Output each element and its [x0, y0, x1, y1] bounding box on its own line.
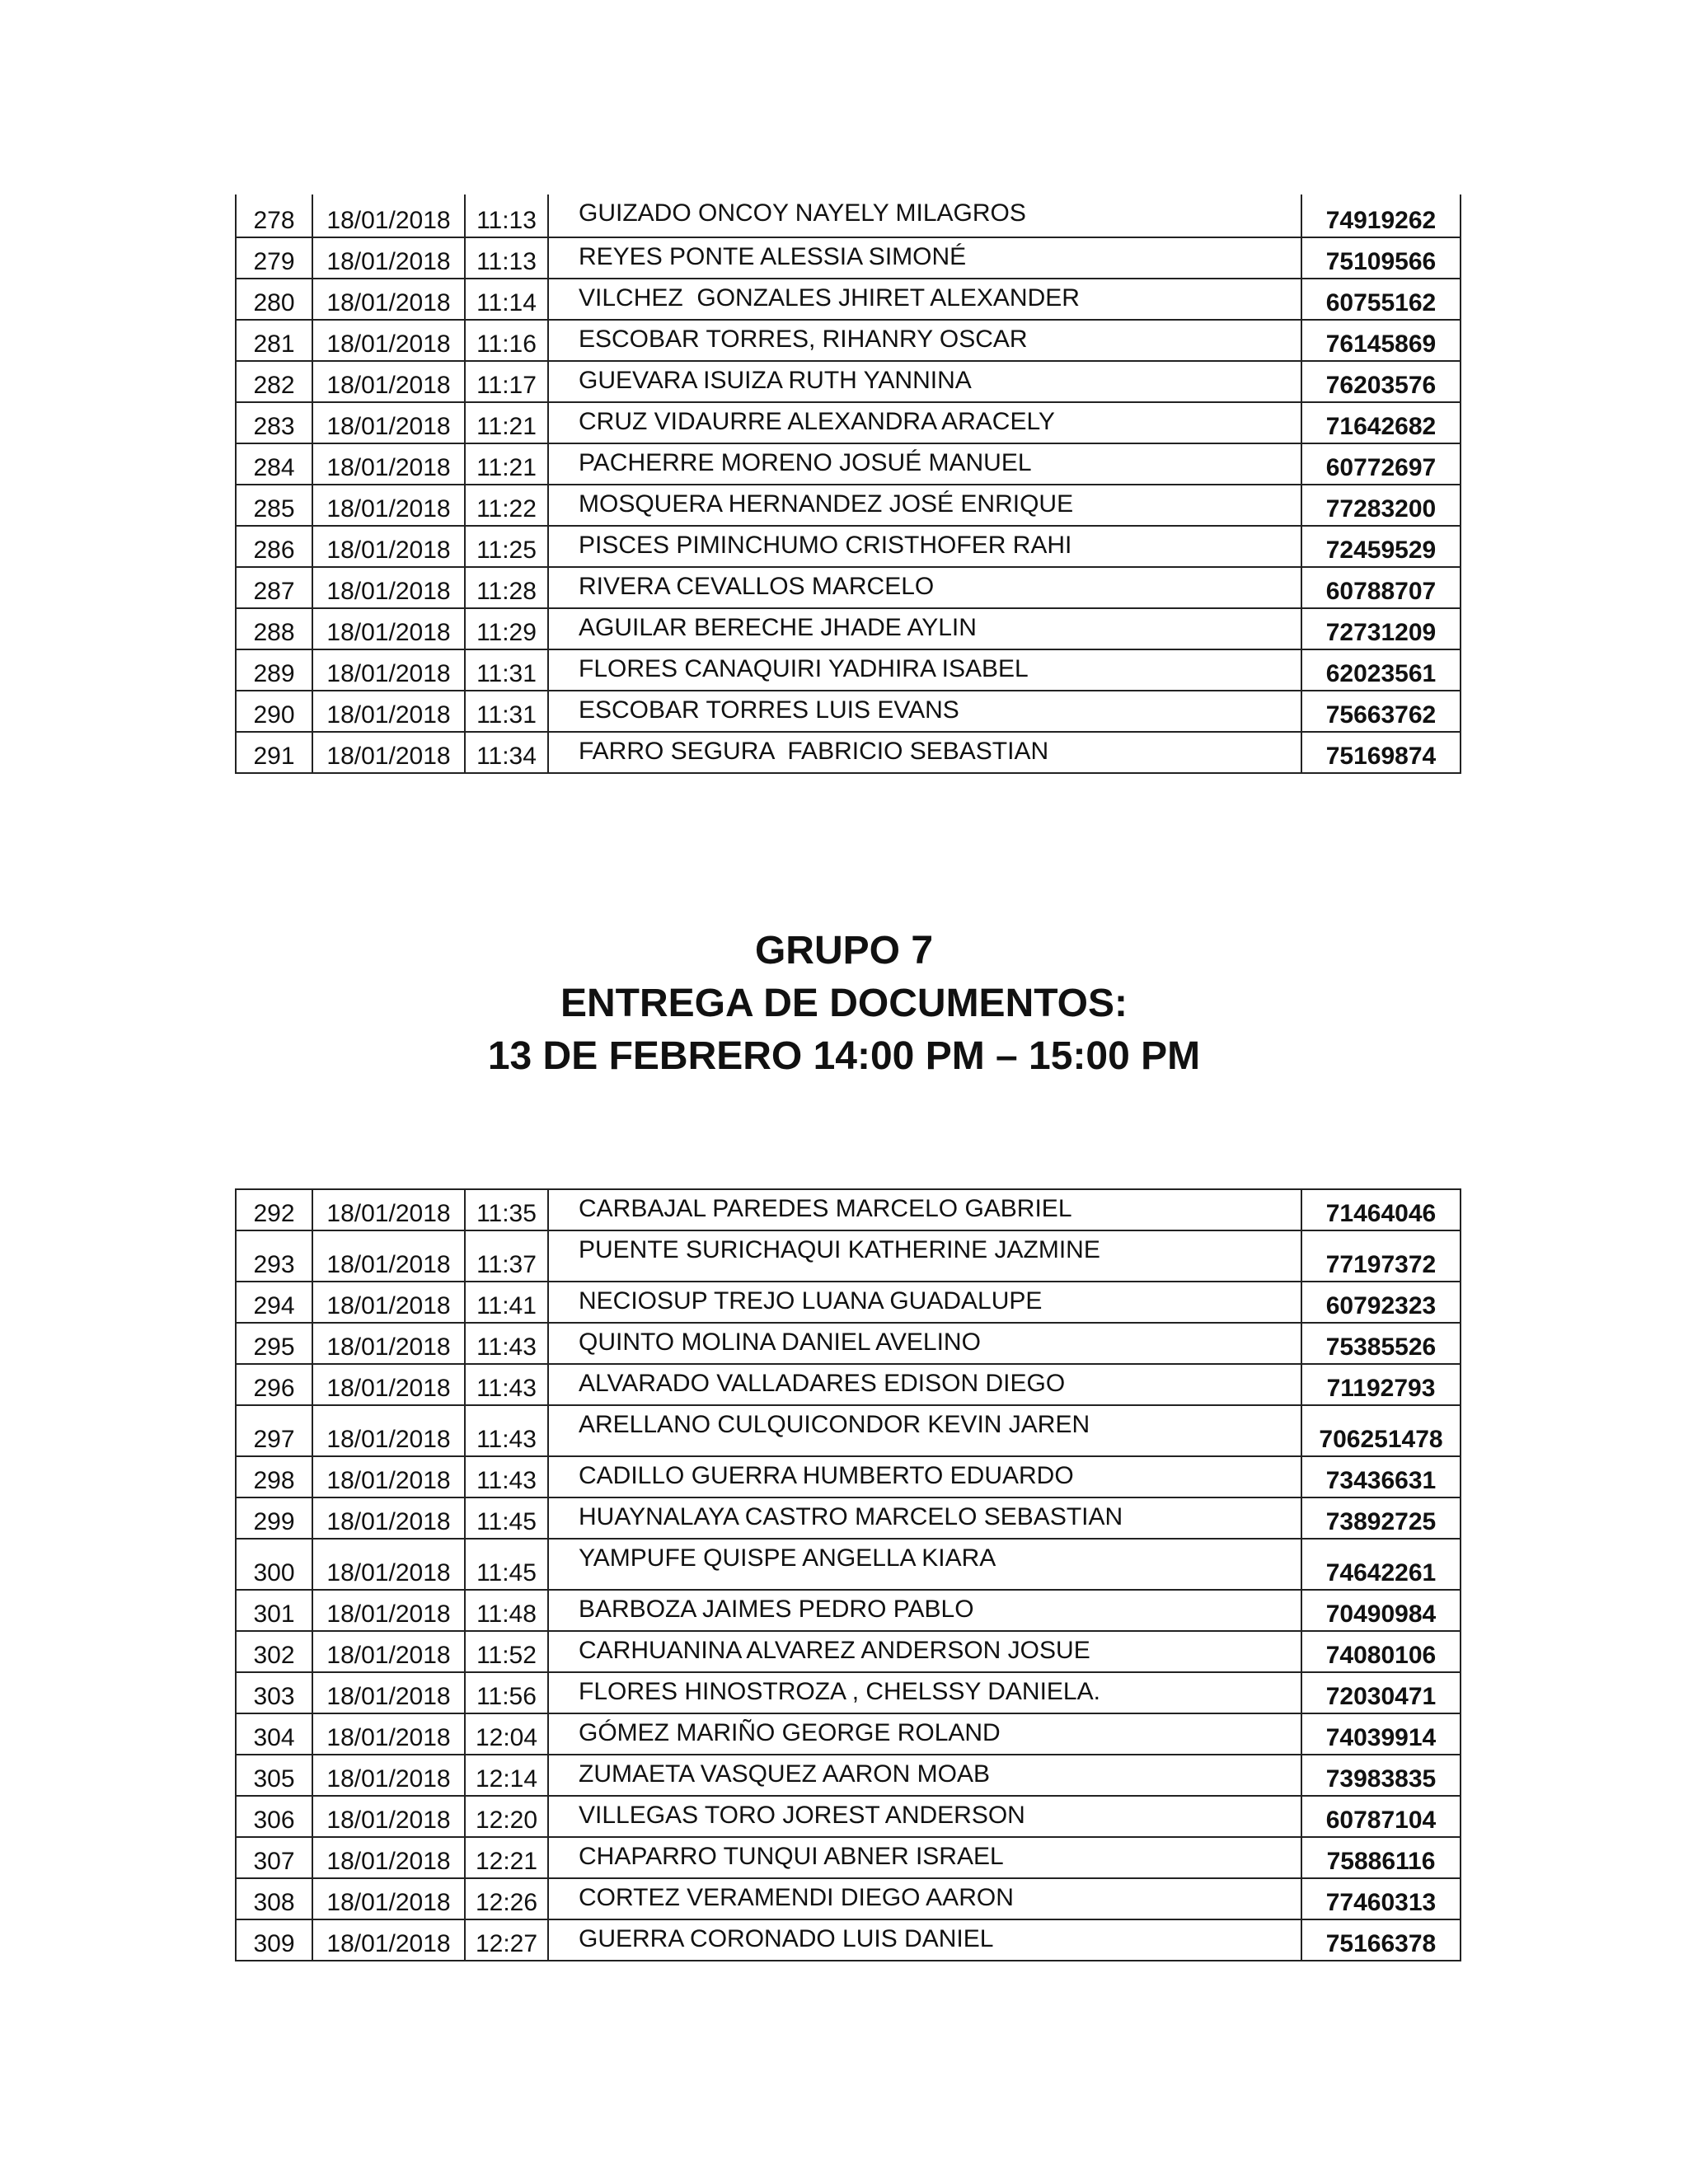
row-date: 18/01/2018: [312, 279, 465, 320]
row-date: 18/01/2018: [312, 320, 465, 361]
row-student-name: FLORES CANAQUIRI YADHIRA ISABEL: [548, 649, 1301, 691]
row-dni: 72459529: [1301, 526, 1461, 567]
row-time: 11:31: [465, 691, 548, 732]
group-subtitle: ENTREGA DE DOCUMENTOS:: [560, 982, 1128, 1025]
row-dni: 74039914: [1301, 1713, 1461, 1755]
row-date: 18/01/2018: [312, 1796, 465, 1837]
row-number: 291: [236, 732, 312, 773]
row-dni: 77197372: [1301, 1230, 1461, 1282]
row-date: 18/01/2018: [312, 443, 465, 485]
table-row: [236, 1713, 1461, 1755]
row-number: 309: [236, 1919, 312, 1961]
row-time: 12:26: [465, 1878, 548, 1919]
row-number: 287: [236, 567, 312, 608]
row-date: 18/01/2018: [312, 608, 465, 649]
row-dni: 71642682: [1301, 402, 1461, 443]
row-time: 11:52: [465, 1631, 548, 1672]
table-row: [236, 1755, 1461, 1796]
table-row: [236, 1539, 1461, 1590]
table-row: [236, 443, 1461, 485]
row-dni: 73892725: [1301, 1497, 1461, 1539]
row-date: 18/01/2018: [312, 485, 465, 526]
table-row: [236, 1497, 1461, 1539]
row-number: 286: [236, 526, 312, 567]
row-date: 18/01/2018: [312, 1631, 465, 1672]
row-time: 12:20: [465, 1796, 548, 1837]
row-student-name: ZUMAETA VASQUEZ AARON MOAB: [548, 1755, 1301, 1796]
table-row: [236, 691, 1461, 732]
row-student-name: GUEVARA ISUIZA RUTH YANNINA: [548, 361, 1301, 402]
row-time: 11:43: [465, 1405, 548, 1456]
row-student-name: CARBAJAL PAREDES MARCELO GABRIEL: [548, 1189, 1301, 1230]
row-number: 303: [236, 1672, 312, 1713]
row-date: 18/01/2018: [312, 526, 465, 567]
roster-table-body: [236, 1189, 1461, 1961]
row-number: 280: [236, 279, 312, 320]
row-dni: 60772697: [1301, 443, 1461, 485]
table-row: [236, 402, 1461, 443]
row-date: 18/01/2018: [312, 1497, 465, 1539]
row-date: 18/01/2018: [312, 194, 465, 237]
row-date: 18/01/2018: [312, 1713, 465, 1755]
row-student-name: ESCOBAR TORRES LUIS EVANS: [548, 691, 1301, 732]
row-number: 290: [236, 691, 312, 732]
row-number: 302: [236, 1631, 312, 1672]
row-time: 11:17: [465, 361, 548, 402]
row-time: 11:25: [465, 526, 548, 567]
row-time: 11:41: [465, 1282, 548, 1323]
row-number: 300: [236, 1539, 312, 1590]
row-dni: 76145869: [1301, 320, 1461, 361]
row-student-name: YAMPUFE QUISPE ANGELLA KIARA: [548, 1539, 1301, 1590]
row-number: 294: [236, 1282, 312, 1323]
row-time: 12:21: [465, 1837, 548, 1878]
row-number: 296: [236, 1364, 312, 1405]
row-time: 11:35: [465, 1189, 548, 1230]
row-time: 11:56: [465, 1672, 548, 1713]
row-date: 18/01/2018: [312, 1230, 465, 1282]
row-time: 11:29: [465, 608, 548, 649]
table-row: [236, 1405, 1461, 1456]
row-date: 18/01/2018: [312, 1405, 465, 1456]
row-number: 304: [236, 1713, 312, 1755]
row-number: 282: [236, 361, 312, 402]
row-time: 12:04: [465, 1713, 548, 1755]
row-time: 11:28: [465, 567, 548, 608]
row-dni: 72731209: [1301, 608, 1461, 649]
row-time: 11:31: [465, 649, 548, 691]
table-row: [236, 1456, 1461, 1497]
row-number: 306: [236, 1796, 312, 1837]
row-student-name: ALVARADO VALLADARES EDISON DIEGO: [548, 1364, 1301, 1405]
row-time: 11:48: [465, 1590, 548, 1631]
row-dni: 60788707: [1301, 567, 1461, 608]
row-dni: 73436631: [1301, 1456, 1461, 1497]
table-row: [236, 1364, 1461, 1405]
row-dni: 75663762: [1301, 691, 1461, 732]
row-number: 281: [236, 320, 312, 361]
row-time: 11:37: [465, 1230, 548, 1282]
row-dni: 75886116: [1301, 1837, 1461, 1878]
row-date: 18/01/2018: [312, 1323, 465, 1364]
table-row: [236, 1919, 1461, 1961]
row-number: 279: [236, 237, 312, 279]
row-dni: 74080106: [1301, 1631, 1461, 1672]
table-row: [236, 608, 1461, 649]
row-time: 12:27: [465, 1919, 548, 1961]
row-number: 307: [236, 1837, 312, 1878]
row-student-name: PISCES PIMINCHUMO CRISTHOFER RAHI: [548, 526, 1301, 567]
row-time: 11:14: [465, 279, 548, 320]
row-dni: 74919262: [1301, 194, 1461, 237]
row-student-name: CADILLO GUERRA HUMBERTO EDUARDO: [548, 1456, 1301, 1497]
table-row: [236, 1672, 1461, 1713]
row-student-name: AGUILAR BERECHE JHADE AYLIN: [548, 608, 1301, 649]
table-row: [236, 279, 1461, 320]
table-row: [236, 1189, 1461, 1230]
row-student-name: REYES PONTE ALESSIA SIMONÉ: [548, 237, 1301, 279]
row-time: 12:14: [465, 1755, 548, 1796]
row-student-name: RIVERA CEVALLOS MARCELO: [548, 567, 1301, 608]
row-dni: 60787104: [1301, 1796, 1461, 1837]
row-number: 301: [236, 1590, 312, 1631]
row-date: 18/01/2018: [312, 732, 465, 773]
row-time: 11:43: [465, 1364, 548, 1405]
row-date: 18/01/2018: [312, 1837, 465, 1878]
table-row: [236, 237, 1461, 279]
row-time: 11:21: [465, 402, 548, 443]
row-dni: 60792323: [1301, 1282, 1461, 1323]
row-student-name: CHAPARRO TUNQUI ABNER ISRAEL: [548, 1837, 1301, 1878]
row-student-name: MOSQUERA HERNANDEZ JOSÉ ENRIQUE: [548, 485, 1301, 526]
row-time: 11:43: [465, 1456, 548, 1497]
row-student-name: FLORES HINOSTROZA , CHELSSY DANIELA.: [548, 1672, 1301, 1713]
table-row: [236, 1230, 1461, 1282]
row-date: 18/01/2018: [312, 649, 465, 691]
row-dni: 76203576: [1301, 361, 1461, 402]
row-number: 283: [236, 402, 312, 443]
row-date: 18/01/2018: [312, 1189, 465, 1230]
row-student-name: FARRO SEGURA FABRICIO SEBASTIAN: [548, 732, 1301, 773]
row-date: 18/01/2018: [312, 1672, 465, 1713]
row-number: 292: [236, 1189, 312, 1230]
row-date: 18/01/2018: [312, 567, 465, 608]
table-row: [236, 1590, 1461, 1631]
row-time: 11:34: [465, 732, 548, 773]
row-student-name: GUERRA CORONADO LUIS DANIEL: [548, 1919, 1301, 1961]
row-student-name: PACHERRE MORENO JOSUÉ MANUEL: [548, 443, 1301, 485]
row-number: 299: [236, 1497, 312, 1539]
row-date: 18/01/2018: [312, 1878, 465, 1919]
row-dni: 70490984: [1301, 1590, 1461, 1631]
table-row: [236, 649, 1461, 691]
row-date: 18/01/2018: [312, 691, 465, 732]
table-row: [236, 485, 1461, 526]
row-student-name: CARHUANINA ALVAREZ ANDERSON JOSUE: [548, 1631, 1301, 1672]
row-dni: 71464046: [1301, 1189, 1461, 1230]
row-dni: 77283200: [1301, 485, 1461, 526]
row-date: 18/01/2018: [312, 361, 465, 402]
row-date: 18/01/2018: [312, 1456, 465, 1497]
table-row: [236, 194, 1461, 237]
group-title: GRUPO 7: [754, 929, 934, 972]
row-student-name: ARELLANO CULQUICONDOR KEVIN JAREN: [548, 1405, 1301, 1456]
row-student-name: CRUZ VIDAURRE ALEXANDRA ARACELY: [548, 402, 1301, 443]
table-row: [236, 1323, 1461, 1364]
row-student-name: CORTEZ VERAMENDI DIEGO AARON: [548, 1878, 1301, 1919]
row-number: 278: [236, 194, 312, 237]
row-number: 308: [236, 1878, 312, 1919]
row-date: 18/01/2018: [312, 237, 465, 279]
row-time: 11:45: [465, 1497, 548, 1539]
row-time: 11:22: [465, 485, 548, 526]
table-row: [236, 320, 1461, 361]
table-row: [236, 1282, 1461, 1323]
table-row: [236, 526, 1461, 567]
row-time: 11:45: [465, 1539, 548, 1590]
table-row: [236, 1837, 1461, 1878]
roster-table-body: [236, 194, 1461, 773]
row-number: 288: [236, 608, 312, 649]
row-number: 295: [236, 1323, 312, 1364]
table-row: [236, 1631, 1461, 1672]
row-number: 298: [236, 1456, 312, 1497]
row-date: 18/01/2018: [312, 1364, 465, 1405]
row-student-name: ESCOBAR TORRES, RIHANRY OSCAR: [548, 320, 1301, 361]
row-student-name: GÓMEZ MARIÑO GEORGE ROLAND: [548, 1713, 1301, 1755]
row-date: 18/01/2018: [312, 1282, 465, 1323]
row-time: 11:16: [465, 320, 548, 361]
row-dni: 60755162: [1301, 279, 1461, 320]
row-dni: 77460313: [1301, 1878, 1461, 1919]
group-schedule: 13 DE FEBRERO 14:00 PM – 15:00 PM: [487, 1034, 1201, 1078]
row-dni: 75385526: [1301, 1323, 1461, 1364]
row-dni: 73983835: [1301, 1755, 1461, 1796]
row-student-name: HUAYNALAYA CASTRO MARCELO SEBASTIAN: [548, 1497, 1301, 1539]
row-date: 18/01/2018: [312, 1755, 465, 1796]
row-dni: 75166378: [1301, 1919, 1461, 1961]
row-student-name: VILCHEZ GONZALES JHIRET ALEXANDER: [548, 279, 1301, 320]
row-number: 284: [236, 443, 312, 485]
row-number: 293: [236, 1230, 312, 1282]
row-time: 11:13: [465, 194, 548, 237]
row-student-name: PUENTE SURICHAQUI KATHERINE JAZMINE: [548, 1230, 1301, 1282]
row-student-name: BARBOZA JAIMES PEDRO PABLO: [548, 1590, 1301, 1631]
row-dni: 75109566: [1301, 237, 1461, 279]
table-row: [236, 1878, 1461, 1919]
row-date: 18/01/2018: [312, 1539, 465, 1590]
row-number: 285: [236, 485, 312, 526]
row-date: 18/01/2018: [312, 1590, 465, 1631]
table-row: [236, 732, 1461, 773]
row-number: 305: [236, 1755, 312, 1796]
row-date: 18/01/2018: [312, 1919, 465, 1961]
roster-table-continued: [235, 194, 1461, 774]
table-row: [236, 567, 1461, 608]
row-time: 11:21: [465, 443, 548, 485]
table-row: [236, 1796, 1461, 1837]
row-dni: 74642261: [1301, 1539, 1461, 1590]
row-dni: 706251478: [1301, 1405, 1461, 1456]
row-time: 11:43: [465, 1323, 548, 1364]
row-student-name: QUINTO MOLINA DANIEL AVELINO: [548, 1323, 1301, 1364]
row-student-name: GUIZADO ONCOY NAYELY MILAGROS: [548, 194, 1301, 237]
table-row: [236, 361, 1461, 402]
row-student-name: NECIOSUP TREJO LUANA GUADALUPE: [548, 1282, 1301, 1323]
row-student-name: VILLEGAS TORO JOREST ANDERSON: [548, 1796, 1301, 1837]
row-dni: 71192793: [1301, 1364, 1461, 1405]
row-dni: 62023561: [1301, 649, 1461, 691]
group-heading: [0, 925, 1688, 1083]
row-date: 18/01/2018: [312, 402, 465, 443]
row-number: 289: [236, 649, 312, 691]
row-time: 11:13: [465, 237, 548, 279]
row-number: 297: [236, 1405, 312, 1456]
roster-table-group-7: [235, 1188, 1461, 1961]
row-dni: 75169874: [1301, 732, 1461, 773]
row-dni: 72030471: [1301, 1672, 1461, 1713]
